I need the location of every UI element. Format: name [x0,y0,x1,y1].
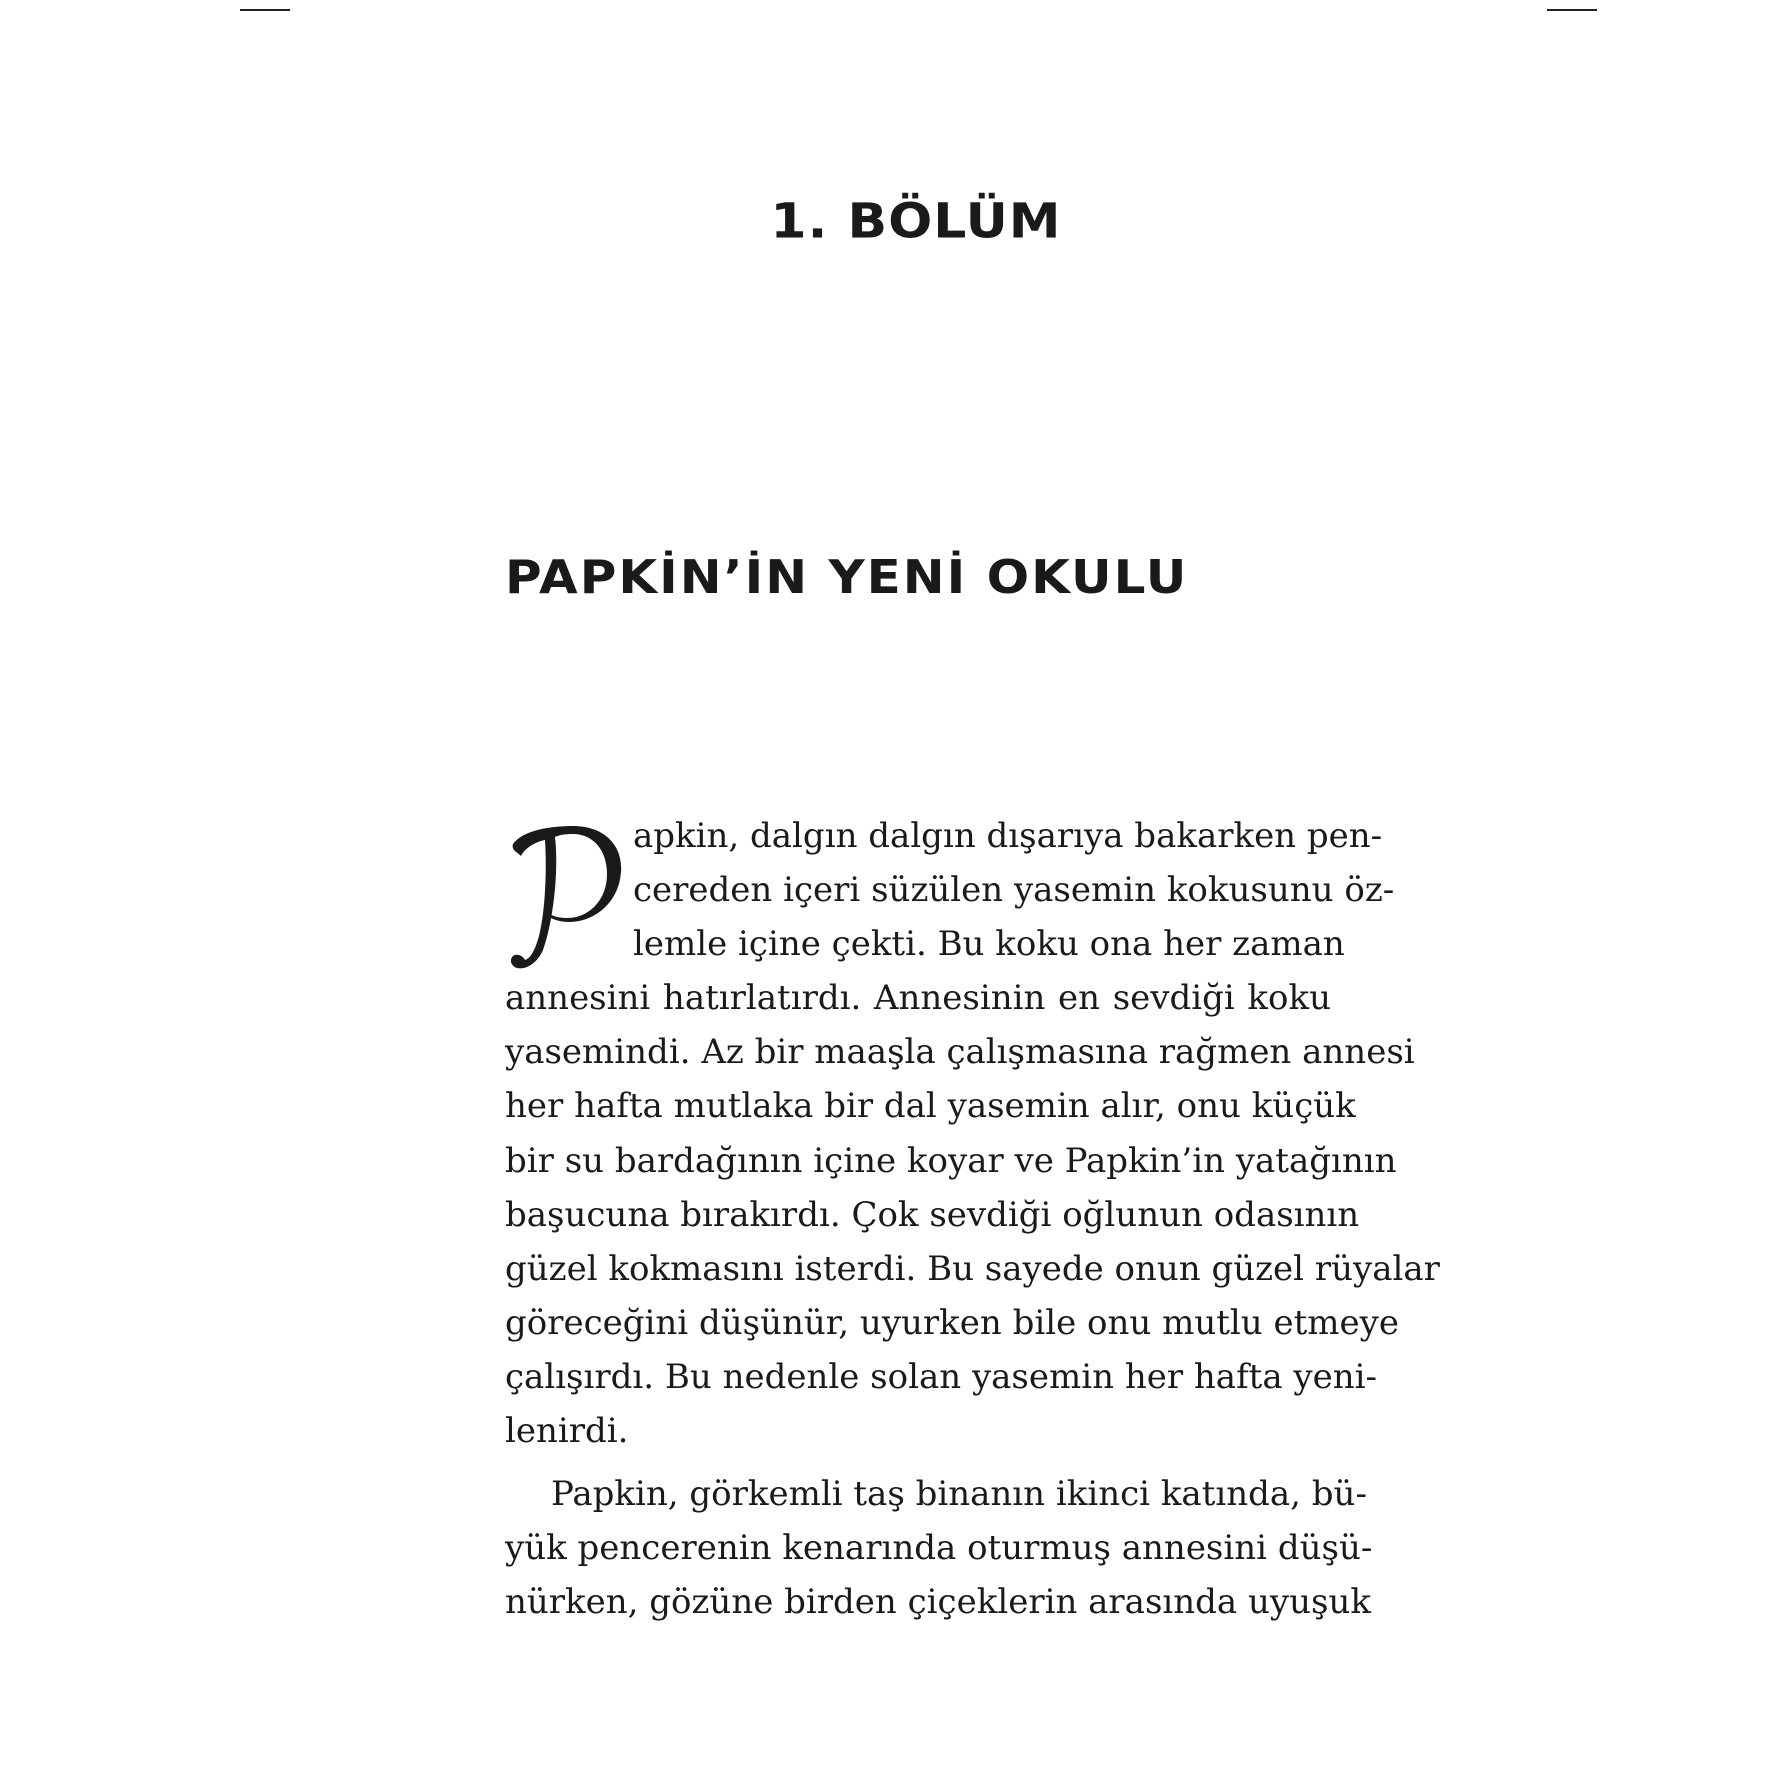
body-text [505,809,1440,1629]
paragraph-1 [505,809,1440,1458]
crop-mark-right [1547,9,1597,11]
text-line: her hafta mutlaka bir dal yasemin alır, onu küçük [505,1086,1356,1127]
text-line: bir su bardağının içine koyar ve Papkin’in yatağının [505,1140,1397,1181]
text-line: lemle içine çekti. Bu koku ona her zaman [633,924,1345,965]
text-line: lenirdi. [505,1411,629,1452]
text-line: apkin, dalgın dalgın dışarıya bakarken pen- [633,816,1383,856]
text-line: nürken, gözüne birden çiçeklerin arasında uyuşuk [505,1582,1371,1623]
text-line: güzel kokmasını isterdi. Bu sayede onun güzel rüyalar [505,1248,1440,1289]
text-line: Papkin, görkemli taş binanın ikinci katında, bü- [551,1474,1367,1515]
chapter-heading: 1. BÖLÜM [770,194,1062,250]
text-line: cereden içeri süzülen yasemin kokusunu öz- [633,870,1395,911]
text-line: başucuna bırakırdı. Çok sevdiği oğlunun odasının [505,1194,1360,1235]
chapter-title: PAPKİN’İN YENİ OKULU [505,550,1189,605]
text-line: yük pencerenin kenarında oturmuş annesini düşü- [505,1528,1373,1569]
text-line: yasemindi. Az bir maaşla çalışmasına rağmen annesi [505,1032,1415,1073]
text-line: çalışırdı. Bu nedenle solan yasemin her hafta yeni- [505,1356,1377,1397]
crop-mark-left [240,9,290,11]
text-line: göreceğini düşünür, uyurken bile onu mutlu etmeye [505,1302,1399,1343]
text-line: annesini hatırlatırdı. Annesinin en sevdiği koku [505,978,1331,1019]
paragraph-2 [505,1467,1373,1629]
